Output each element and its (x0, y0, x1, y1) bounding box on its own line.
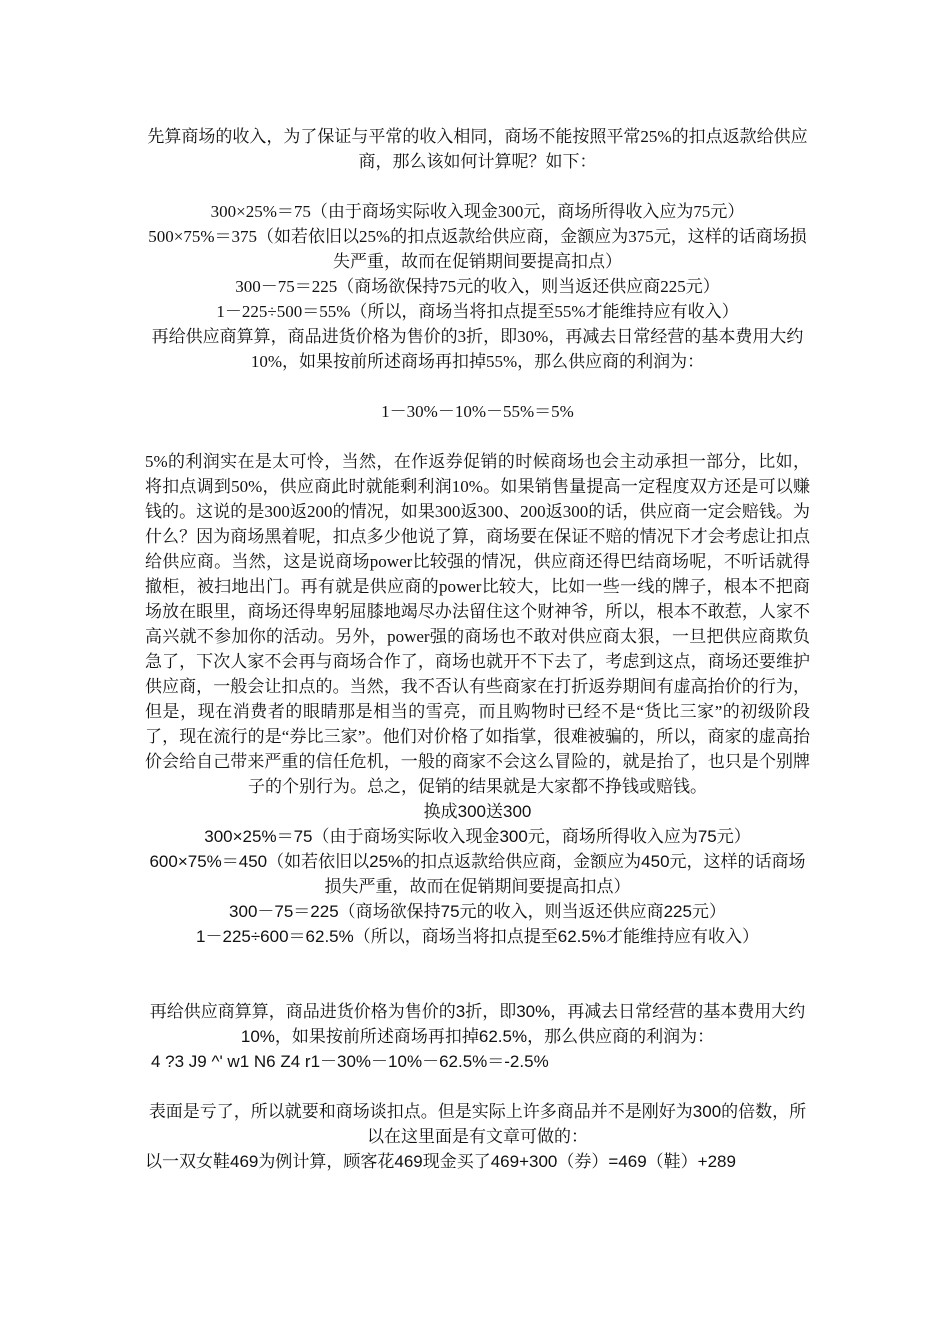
document-page (145, 124, 810, 1174)
supplier2-paragraph: 再给供应商算算，商品进货价格为售价的3折，即30%，再减去日常经营的基本费用大约10%，如果按前所述商场再扣掉62.5%，那么供应商的利润为： (149, 1002, 806, 1046)
supplier1-paragraph: 再给供应商算算，商品进货价格为售价的3折，即30%，再减去日常经营的基本费用大约10%，如果按前所述商场再扣掉55%，那么供应商的利润为： (151, 327, 804, 371)
calc2-line3: 300－75＝225（商场欲保持75元的收入，则当返还供应商225元） (229, 902, 726, 921)
calc1-line1: 300×25%＝75（由于商场实际收入现金300元，商场所得收入应为75元） (210, 202, 745, 221)
conclusion-paragraph: 表面是亏了，所以就要和商场谈扣点。但是实际上许多商品并不是刚好为300的倍数，所以在这里面是有文章可做的： (148, 1102, 807, 1146)
formula1: 1－30%－10%－55%＝5% (381, 402, 574, 421)
switch-heading: 换成300送300 (423, 802, 532, 821)
spacer (145, 424, 810, 449)
spacer (145, 374, 810, 399)
formula2: 4 ?3 J9 ^' w1 N6 Z4 r1－30%－10%－62.5%＝-2.5% (151, 1052, 549, 1071)
spacer (145, 949, 810, 999)
calc2-line1: 300×25%＝75（由于商场实际收入现金300元，商场所得收入应为75元） (204, 827, 751, 846)
calc2-line2: 600×75%＝450（如若依旧以25%的扣点返款给供应商，金额应为450元，这样的话商场损失严重，故而在促销期间要提高扣点） (149, 852, 806, 896)
calc2-line4: 1－225÷600＝62.5%（所以，商场当将扣点提至62.5%才能维持应有收入） (196, 927, 759, 946)
intro-paragraph: 先算商场的收入，为了保证与平常的收入相同，商场不能按照平常25%的扣点返款给供应商，那么该如何计算呢？如下： (147, 127, 808, 171)
example-line: 以一双女鞋469为例计算，顾客花469现金买了469+300（券）=469（鞋）+289 (145, 1152, 736, 1171)
discussion-paragraph: 5%的利润实在是太可怜，当然，在作返券促销的时候商场也会主动承担一部分，比如，将扣点调到50%，供应商此时就能剩利润10%。如果销售量提高一定程度双方还是可以赚钱的。这说的是300返200的情况，如果300返300、200返300的话，供应商一定会赔钱。为什么？因为商场黑着呢，扣点多少他说了算，商场要在保证不赔的情况下才会考虑让扣点给供应商。当然，这是说商场power比较强的情况，供应商还得巴结商场呢，不听话就得撤柜，被扫地出门。再有就是供应商的power比较大，比如一些一线的牌子，根本不把商场放在眼里，商场还得卑躬屈膝地竭尽办法留住这个财神爷，所以，根本不敢惹，人家不高兴就不参加你的活动。另外，power强的商场也不敢对供应商太狠，一旦把供应商欺负急了，下次人家不会再与商场合作了，商场也就开不下去了，考虑到这点，商场还要维护供应商，一般会让扣点的。当然，我不否认有些商家在打折返券期间有虚高抬价的行为，但是，现在消费者的眼睛那是相当的雪亮，而且购物时已经不是“货比三家”的初级阶段了，现在流行的是“券比三家”。他们对价格了如指掌，很难被骗的，所以，商家的虚高抬价会给自己带来严重的信任危机，一般的商家不会这么冒险的，就是抬了，也只是个别牌子的个别行为。总之，促销的结果就是大家都不挣钱或赔钱。 (145, 452, 810, 796)
spacer (145, 174, 810, 199)
calc1-line2: 500×75%＝375（如若依旧以25%的扣点返款给供应商，金额应为375元，这样的话商场损失严重，故而在促销期间要提高扣点） (148, 227, 807, 271)
calc1-line4: 1－225÷500＝55%（所以，商场当将扣点提至55%才能维持应有收入） (216, 302, 739, 321)
calc1-line3: 300－75＝225（商场欲保持75元的收入，则当返还供应商225元） (235, 277, 720, 296)
spacer (145, 1074, 810, 1099)
